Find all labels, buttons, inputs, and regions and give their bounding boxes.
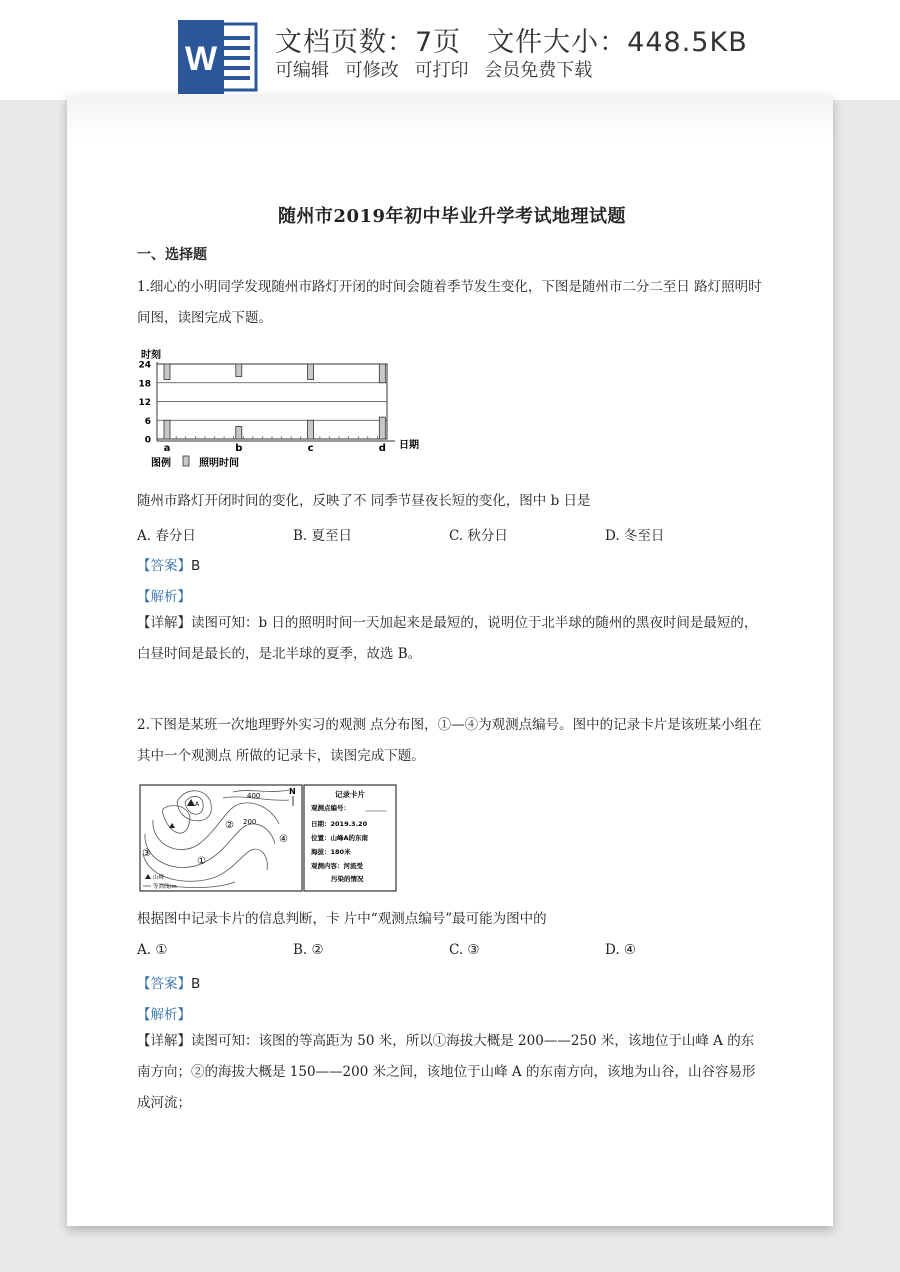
- q2-text: 2.下图是某班一次地理野外实习的观测 点分布图，①—④为观测点编号。图中的记录卡片是该班某小组在其中一个观测点 所做的记录卡，读图完成下题。: [137, 717, 762, 764]
- chart-ylabel: 时刻: [141, 350, 161, 361]
- q1-text: 1.细心的小明同学发现随州市路灯开闭的时间会随着季节发生变化，下图是随州市二分二至日 路灯照明时间图，读图完成下题。: [137, 279, 762, 326]
- y-tick-label-18: 18: [138, 379, 151, 390]
- feature-member-download: 会员免费下载: [484, 60, 593, 81]
- record-card: [303, 784, 397, 892]
- feature-printable: 可打印: [414, 60, 469, 81]
- q2-analysis-tag: 【解析】: [137, 1007, 191, 1023]
- bar-a-morning: [164, 420, 170, 439]
- page-top-shade: [67, 96, 833, 140]
- q2-option-d: D. ④: [605, 942, 637, 958]
- q1-answer-tag: 【答案】: [137, 558, 191, 574]
- download-header: [0, 0, 900, 100]
- q1-option-a: A. 春分日: [137, 528, 196, 544]
- q1-option-c: C. 秋分日: [449, 528, 508, 544]
- q1-stem: 随州市路灯开闭时间的变化，反映了不 同季节昼夜长短的变化，图中 b 日是: [137, 493, 591, 509]
- chart-xlabel: 日期: [399, 440, 419, 451]
- contour-map: [139, 784, 303, 892]
- q1-option-b: B. 夏至日: [293, 528, 353, 544]
- peak-a-label: A: [195, 801, 200, 808]
- card-title: 记录卡片: [335, 790, 365, 799]
- bar-b-evening: [236, 364, 242, 377]
- card-row-altitude: 海拔：180米: [311, 848, 351, 856]
- contour-label-400: 400: [247, 792, 261, 800]
- doc-title: 随州市2019年初中毕业升学考试地理试题: [277, 206, 627, 227]
- q2-detail: 【详解】读图可知：该图的等高距为 50 米，所以①海拔大概是 200——250 米，该地位于山峰 A 的东南方向；②的海拔大概是 150——200 米之间，该地位于山峰 A 的东南方向，该地为山谷，山谷容易形成河流；: [137, 1033, 756, 1111]
- x-tick-label-b: b: [235, 443, 243, 454]
- chart-legend-label: 照明时间: [199, 458, 239, 469]
- card-row-content-2: 污染的情况: [331, 875, 364, 883]
- chart-legend-swatch: [183, 456, 189, 466]
- feature-editable: 可编辑: [275, 60, 329, 81]
- q2-answer-value: B: [191, 976, 201, 992]
- card-row-location: 位置：山峰A的东南: [311, 834, 369, 842]
- chart-x-categories: [164, 443, 386, 454]
- bar-b-morning: [236, 427, 242, 440]
- q2-stem: 根据图中记录卡片的信息判断，卡 片中“观测点编号”最可能为图中的: [137, 911, 547, 927]
- x-tick-label-d: d: [378, 443, 386, 454]
- q1-answer: [137, 554, 200, 574]
- point-2: ②: [225, 820, 234, 831]
- q2-option-c: C. ③: [449, 942, 480, 958]
- chart-y-ticks: [138, 361, 387, 446]
- legend-contour-label: 等高线/m: [153, 884, 177, 890]
- word-document-icon: [178, 20, 258, 94]
- card-row-date: 日期：2019.3.20: [311, 820, 368, 828]
- bar-c-morning: [308, 420, 314, 439]
- bar-d-morning: [379, 417, 385, 439]
- feature-modifiable: 可修改: [344, 60, 399, 81]
- bar-a-evening: [164, 364, 170, 380]
- lighting-time-chart: [137, 348, 427, 473]
- point-4: ④: [279, 834, 288, 845]
- card-row-content: 观测内容：河流受: [311, 862, 363, 870]
- y-tick-label-0: 0: [144, 435, 151, 446]
- file-size: 文件大小：448.5KB: [487, 27, 748, 58]
- q2-answer: [137, 972, 200, 992]
- q1-answer-value: B: [191, 558, 201, 574]
- q2-answer-tag: 【答案】: [137, 976, 191, 992]
- x-tick-label-a: a: [163, 443, 171, 454]
- q1-options: [137, 524, 767, 546]
- north-label: N: [289, 787, 296, 796]
- map-frame: [140, 785, 302, 891]
- bar-c-evening: [308, 364, 314, 380]
- doc-stats: [275, 20, 748, 59]
- legend-peak-label: 山峰: [153, 875, 165, 881]
- feature-list: [275, 56, 602, 82]
- q1-analysis: [137, 585, 191, 605]
- chart-legend-title: 图例: [151, 458, 171, 469]
- contour-label-200: 200: [243, 818, 257, 826]
- bar-d-evening: [379, 364, 385, 383]
- point-1: ①: [197, 856, 206, 867]
- point-3: ③: [142, 848, 151, 859]
- q2-options: [137, 942, 767, 964]
- q2-option-a: A. ①: [137, 942, 168, 958]
- q1-analysis-tag: 【解析】: [137, 589, 191, 605]
- page-count: 文档页数：7页: [275, 27, 462, 58]
- q2-option-b: B. ②: [293, 942, 324, 958]
- word-icon-letter: W: [184, 40, 218, 78]
- y-tick-label-12: 12: [138, 398, 151, 408]
- q1-option-d: D. 冬至日: [605, 528, 665, 544]
- q2-analysis: [137, 1003, 191, 1023]
- document-page: [67, 96, 833, 1226]
- x-tick-label-c: c: [307, 443, 314, 454]
- y-tick-label-6: 6: [144, 416, 151, 427]
- card-row-point: 观测点编号：: [311, 804, 350, 812]
- q1-detail: 【详解】读图可知：b 日的照明时间一天加起来是最短的，说明位于北半球的随州的黑夜时间是最短的，白昼时间是最长的，是北半球的夏季，故选 B。: [137, 615, 758, 662]
- y-tick-label-24: 24: [138, 360, 151, 371]
- section-heading: 一、选择题: [137, 247, 207, 263]
